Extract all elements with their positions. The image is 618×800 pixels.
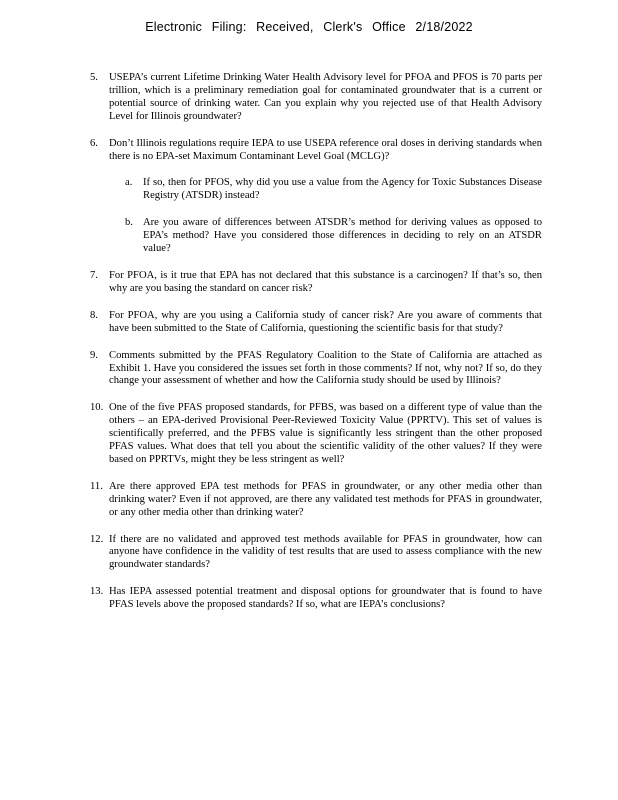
question-item [90,270,542,296]
question-item [90,310,542,336]
sub-question-letter: a. [125,177,133,189]
question-text: Are there approved EPA test methods for PFAS in groundwater, or any other media other than drinking water? Even if not approved, are there any validated test methods for PFAS in groundwater, or any other media other than drinking water? [109,480,542,518]
question-text: Comments submitted by the PFAS Regulatory Coalition to the State of California are attached as Exhibit 1. Have you considered the issues set forth in those comments? If not, why not? If so, do they change your assessment of whether and how the California study should be used by Illinois? [109,349,542,387]
sub-question-text: Are you aware of differences between ATSDR’s method for deriving values as opposed to EPA’s method? Have you considered those differences in deciding to rely on an ATSDR value? [143,217,542,255]
question-item [90,534,542,573]
question-item [90,138,542,256]
question-text: For PFOA, is it true that EPA has not declared that this substance is a carcinogen? If that’s so, then why are you basing the standard on cancer risk? [109,269,542,294]
question-item [90,350,542,389]
question-number: 9. [90,349,98,361]
question-item [90,586,542,612]
sub-question-item [125,177,542,203]
sub-question-text: If so, then for PFOS, why did you use a value from the Agency for Toxic Substances Disease Registry (ATSDR) instead? [143,177,542,202]
question-item [90,402,542,467]
question-number: 7. [90,269,98,281]
question-number: 12. [90,533,104,545]
question-text: For PFOA, why are you using a California study of cancer risk? Are you aware of comments that have been submitted to the State of California, questioning the scientific basis for that study? [109,309,542,334]
question-list [90,72,542,626]
question-number: 13. [90,586,104,598]
question-item [90,72,542,124]
filing-stamp-header: Electronic Filing: Received, Clerk's Office 2/18/2022 [145,20,473,34]
question-text: Don’t Illinois regulations require IEPA to use USEPA reference oral doses in deriving standards when there is no EPA-set Maximum Contaminant Level Goal (MCLG)? [109,137,542,162]
question-text: One of the five PFAS proposed standards, for PFBS, was based on a different type of value than the others – an EPA-derived Provisional Peer-Reviewed Toxicity Value (PPRTV). This set of values is scientifically preferred, and the PFBS value is significantly less stringent than the other proposed PFAS values. What does that tell you about the scientific validity of the other values? If they were based on PPRTVs, might they be less stringent as well? [109,402,542,465]
question-text: USEPA’s current Lifetime Drinking Water Health Advisory level for PFOA and PFOS is 70 parts per trillion, which is a preliminary remediation goal for contaminated groundwater that is a current or potential source of drinking water. Can you explain why you rejected use of that Health Advisory Level for Illinois groundwater? [109,72,542,122]
sub-question-item [125,217,542,256]
question-text: Has IEPA assessed potential treatment and disposal options for groundwater that is found to have PFAS levels above the proposed standards? If so, what are IEPA’s conclusions? [109,586,542,611]
sub-question-letter: b. [125,217,133,229]
question-text: If there are no validated and approved test methods available for PFAS in groundwater, how can anyone have confidence in the validity of test results that are used to assess compliance with the new groundwater standards? [109,533,542,571]
question-item [90,481,542,520]
question-number: 10. [90,402,104,414]
question-number: 11. [90,480,103,492]
question-number: 6. [90,137,98,149]
question-number: 8. [90,309,98,321]
question-number: 5. [90,72,98,83]
